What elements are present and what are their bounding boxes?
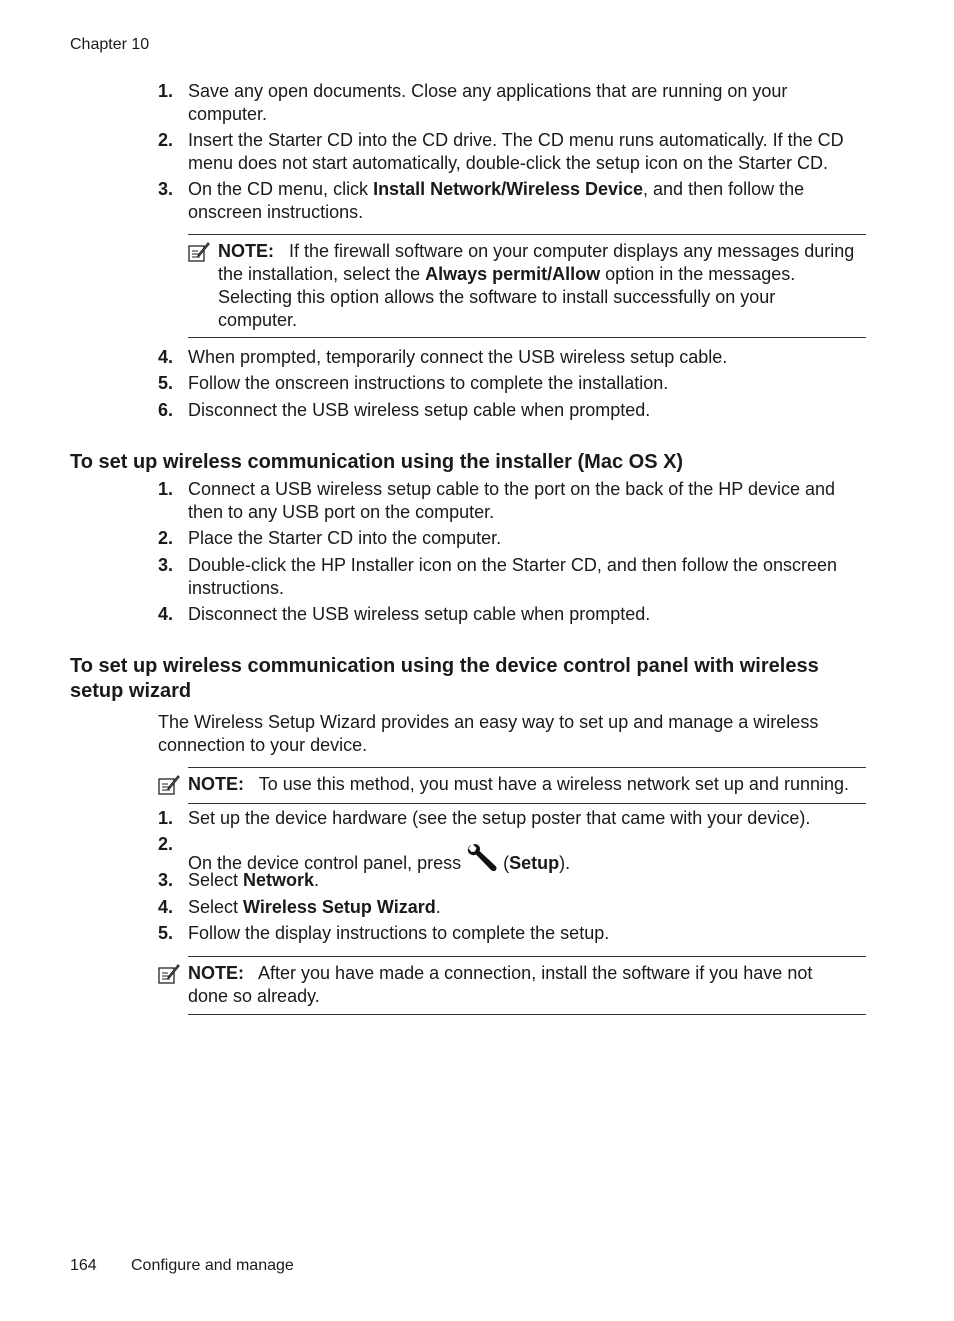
list-number: 2. (158, 528, 174, 548)
list-text: Select Wireless Setup Wizard. (188, 897, 441, 917)
list-text: On the CD menu, click Install Network/Wireless Device, and then follow the onscreen instructions. (188, 179, 805, 222)
list-number: 2. (158, 130, 174, 150)
list-number: 4. (158, 604, 174, 624)
list-text: Disconnect the USB wireless setup cable when prompted. (188, 400, 651, 420)
list-text: Follow the display instructions to complete the setup. (188, 923, 610, 943)
chapter-header: Chapter 10 (70, 36, 150, 53)
list-number: 4. (158, 347, 174, 367)
list-text: Connect a USB wireless setup cable to the port on the back of the HP device and then to any USB port on the computer. (188, 479, 836, 522)
note-rule-bottom (188, 1014, 866, 1015)
list-number: 3. (158, 555, 174, 575)
list-number: 2. (158, 834, 174, 854)
footer-section-title: Configure and manage (131, 1257, 294, 1274)
list-text: Double-click the HP Installer icon on the Starter CD, and then follow the onscreen instructions. (188, 555, 838, 598)
section-heading-mac: To set up wireless communication using the installer (Mac OS X) (70, 451, 684, 473)
list-number: 3. (158, 870, 174, 890)
list-text: Save any open documents. Close any applications that are running on your computer. (188, 81, 788, 124)
list-number: 1. (158, 81, 174, 101)
section-heading-panel: To set up wireless communication using the device control panel with wireless setup wizard (70, 655, 819, 702)
note-text: NOTE: If the firewall software on your computer displays any messages during the installation, select the Always permit/Allow option in the messages. Selecting this option allows the software to install successfully on your computer. (218, 241, 855, 330)
list-text: Disconnect the USB wireless setup cable when prompted. (188, 604, 651, 624)
note-rule-top (188, 956, 866, 957)
list-number: 4. (158, 897, 174, 917)
note-icon (158, 964, 180, 984)
note-rule-bottom (188, 337, 866, 338)
list-text: Follow the onscreen instructions to complete the installation. (188, 373, 669, 393)
list-text: When prompted, temporarily connect the USB wireless setup cable. (188, 347, 728, 367)
list-text: On the device control panel, press (Setup). (188, 843, 868, 875)
list-number: 5. (158, 923, 174, 943)
note-rule-bottom (188, 803, 866, 804)
list-number: 3. (158, 179, 174, 199)
list-number: 1. (158, 808, 174, 828)
note-icon (188, 242, 210, 262)
list-text: Set up the device hardware (see the setup poster that came with your device). (188, 808, 811, 828)
note-icon (158, 775, 180, 795)
note-rule-top (188, 767, 866, 768)
list-text: Insert the Starter CD into the CD drive. The CD menu runs automatically. If the CD menu does not start automatically, double-click the setup icon on the Starter CD. (188, 130, 844, 173)
section-intro: The Wireless Setup Wizard provides an easy way to set up and manage a wireless connection to your device. (158, 712, 819, 755)
list-text: Select Network. (188, 870, 320, 890)
note-text: NOTE: After you have made a connection, install the software if you have not done so already. (188, 963, 813, 1006)
list-text: Place the Starter CD into the computer. (188, 528, 502, 548)
note-rule-top (188, 234, 866, 235)
page-number: 164 (70, 1257, 97, 1274)
list-number: 5. (158, 373, 174, 393)
note-text: NOTE: To use this method, you must have a wireless network set up and running. (188, 774, 850, 794)
list-number: 1. (158, 479, 174, 499)
list-number: 6. (158, 400, 174, 420)
